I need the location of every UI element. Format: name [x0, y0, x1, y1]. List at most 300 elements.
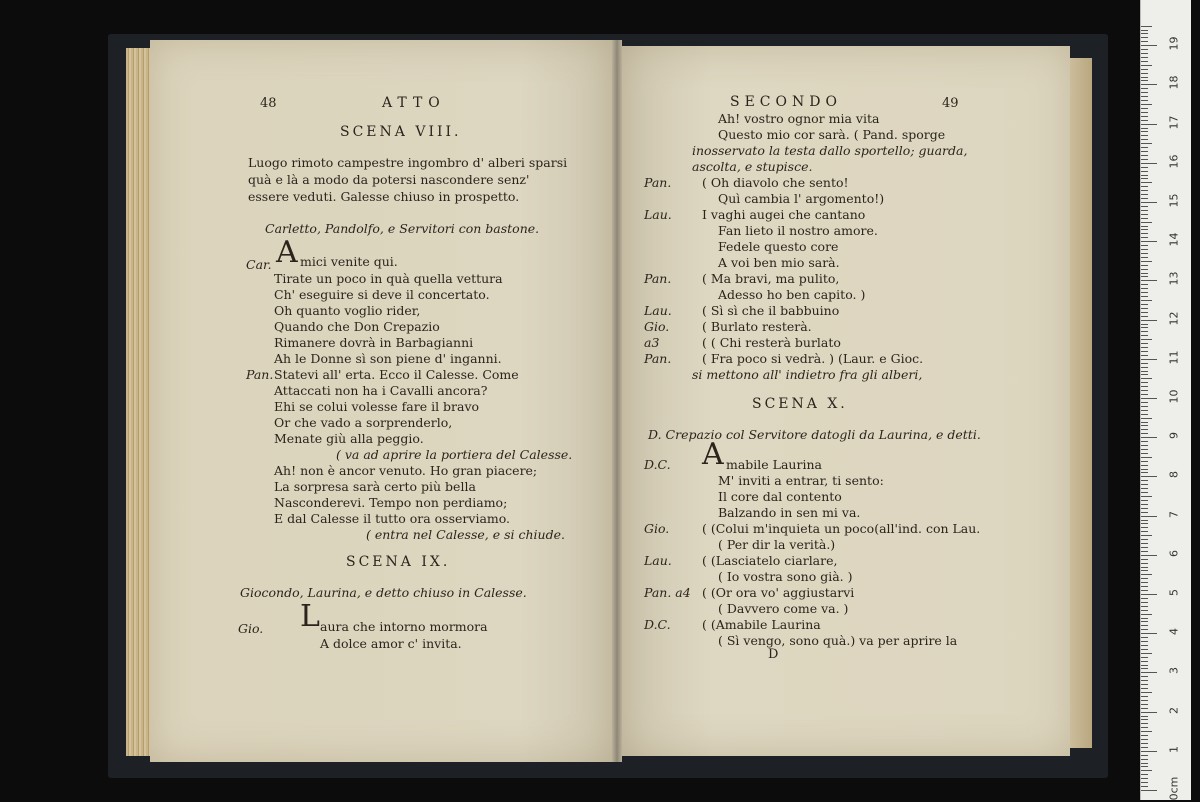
speaker-label: Gio. — [644, 319, 670, 334]
ruler-tick — [1141, 433, 1148, 434]
ruler-tick — [1141, 202, 1157, 203]
ruler-tick — [1141, 135, 1148, 136]
ruler-tick — [1141, 508, 1148, 509]
ruler-tick — [1141, 723, 1148, 724]
ruler-tick — [1141, 692, 1152, 693]
right-running-head: SECONDO — [730, 94, 842, 110]
ruler-tick — [1141, 394, 1148, 395]
ruler-tick — [1141, 163, 1157, 164]
ruler-tick — [1141, 53, 1148, 54]
ruler-tick — [1141, 469, 1148, 470]
ruler-tick — [1141, 288, 1148, 289]
ruler-tick — [1141, 398, 1157, 399]
ruler-tick — [1141, 367, 1148, 368]
ruler-tick — [1141, 296, 1148, 297]
ruler-tick — [1141, 77, 1148, 78]
speaker-label: Pan. a4 — [644, 585, 691, 600]
scene-title-9: SCENA IX. — [346, 554, 451, 570]
ruler-number: 6 — [1167, 549, 1181, 557]
pan-line-1: Statevi all' erta. Ecco il Calesse. Come — [274, 367, 519, 382]
ruler-tick — [1141, 567, 1148, 568]
ruler-tick — [1141, 245, 1148, 246]
ruler-tick — [1141, 57, 1148, 58]
ruler-tick — [1141, 386, 1148, 387]
ruler-tick — [1141, 351, 1148, 352]
setting-line-3: essere veduti. Galesse chiuso in prospetto. — [248, 189, 520, 204]
ruler-tick — [1141, 598, 1148, 599]
ruler-tick — [1141, 676, 1148, 677]
ruler-tick — [1141, 633, 1157, 634]
ruler-tick — [1141, 727, 1148, 728]
ruler-tick — [1141, 731, 1152, 732]
ruler-tick — [1141, 520, 1148, 521]
ruler-tick — [1141, 30, 1148, 31]
dialogue-line: A voi ben mio sarà. — [718, 255, 840, 270]
drop-cap-l: L — [300, 599, 320, 634]
speaker-label: Pan. — [644, 351, 672, 366]
ruler-tick — [1141, 390, 1148, 391]
ruler-tick — [1141, 590, 1148, 591]
scene-title-10: SCENA X. — [752, 396, 848, 412]
car-line-5: Quando che Don Crepazio — [274, 319, 440, 334]
ruler-number: 3 — [1167, 667, 1181, 675]
dialogue-line: ( ( Chi resterà burlato — [702, 335, 841, 350]
scene-9-characters: Giocondo, Laurina, e detto chiuso in Calesse. — [240, 585, 527, 600]
dialogue-line: ( Io vostra sono già. ) — [718, 569, 853, 584]
ruler-number: 9 — [1167, 432, 1181, 440]
ruler-tick — [1141, 488, 1148, 489]
ruler-tick — [1141, 743, 1148, 744]
ruler-tick — [1141, 453, 1148, 454]
ruler-tick — [1141, 104, 1152, 105]
ruler-tick — [1141, 559, 1148, 560]
ruler-tick — [1141, 241, 1157, 242]
ruler-tick — [1141, 527, 1148, 528]
ruler-tick — [1141, 637, 1148, 638]
ruler-tick — [1141, 696, 1148, 697]
ruler-tick — [1141, 347, 1148, 348]
pan-line-4: Or che vado a sorprenderlo, — [274, 415, 453, 430]
ruler-tick — [1141, 155, 1148, 156]
ruler-tick — [1141, 747, 1148, 748]
speaker-gio: Gio. — [238, 621, 264, 636]
ruler-tick — [1141, 300, 1152, 301]
ruler-tick — [1141, 790, 1157, 791]
ruler-tick — [1141, 269, 1148, 270]
car-line-6: Rimanere dovrà in Barbagianni — [274, 335, 474, 350]
ruler-tick — [1141, 65, 1152, 66]
dialogue-line: ( (Amabile Laurina — [702, 617, 821, 632]
ruler-tick — [1141, 774, 1148, 775]
ruler-tick — [1141, 190, 1148, 191]
ruler-tick — [1141, 128, 1148, 129]
ruler-tick — [1141, 265, 1148, 266]
ruler-tick — [1141, 457, 1152, 458]
ruler-tick — [1141, 280, 1157, 281]
gio-line-2: A dolce amor c' invita. — [320, 636, 462, 651]
pan-line-6: Ah! non è ancor venuto. Ho gran piacere; — [274, 463, 538, 478]
stage-direction-2: ( entra nel Calesse, e si chiude. — [366, 527, 565, 542]
ruler-tick — [1141, 641, 1148, 642]
ruler-tick — [1141, 206, 1148, 207]
ruler-tick — [1141, 665, 1148, 666]
ruler-tick — [1141, 312, 1148, 313]
speaker-label: Lau. — [644, 207, 672, 222]
ruler-tick — [1141, 80, 1148, 81]
ruler-tick — [1141, 335, 1148, 336]
ruler-number: 11 — [1167, 350, 1181, 365]
ruler-tick — [1141, 484, 1148, 485]
ruler-tick — [1141, 429, 1148, 430]
ruler-tick — [1141, 610, 1148, 611]
dialogue-line: mabile Laurina — [726, 457, 822, 472]
ruler-tick — [1141, 418, 1152, 419]
ruler-tick — [1141, 755, 1148, 756]
ruler-tick — [1141, 680, 1148, 681]
dialogue-line: Adesso ho ben capito. ) — [718, 287, 866, 302]
ruler-number: 4 — [1167, 628, 1181, 636]
ruler-tick — [1141, 359, 1157, 360]
car-line-3: Ch' eseguire si deve il concertato. — [274, 287, 490, 302]
ruler-tick — [1141, 629, 1148, 630]
ruler-tick — [1141, 320, 1157, 321]
pan-line-3: Ehi se colui volesse fare il bravo — [274, 399, 480, 414]
ruler-number: 12 — [1167, 311, 1181, 326]
ruler-tick — [1141, 735, 1148, 736]
ruler-tick — [1141, 147, 1148, 148]
ruler-tick — [1141, 523, 1148, 524]
ruler-tick — [1141, 739, 1148, 740]
ruler-tick — [1141, 582, 1148, 583]
ruler-number: 19 — [1167, 36, 1181, 51]
ruler-tick — [1141, 88, 1148, 89]
ruler-tick — [1141, 606, 1148, 607]
ruler-tick — [1141, 449, 1148, 450]
dialogue-line: Fan lieto il nostro amore. — [718, 223, 878, 238]
ruler-tick — [1141, 324, 1148, 325]
ruler-tick — [1141, 159, 1148, 160]
dialogue-line: ( Oh diavolo che sento! — [702, 175, 849, 190]
ruler-tick — [1141, 445, 1148, 446]
ruler-tick — [1141, 382, 1148, 383]
ruler-tick — [1141, 535, 1152, 536]
ruler-tick — [1141, 120, 1148, 121]
right-page — [622, 46, 1070, 756]
ruler-tick — [1141, 672, 1157, 673]
ruler-tick — [1141, 249, 1148, 250]
ruler-tick — [1141, 512, 1148, 513]
ruler-tick — [1141, 45, 1157, 46]
stage-direction-1: ( va ad aprire la portiera del Calesse. — [336, 447, 573, 462]
ruler-tick — [1141, 719, 1148, 720]
ruler-tick — [1141, 229, 1148, 230]
ruler-tick — [1141, 410, 1148, 411]
dialogue-line: Fedele questo core — [718, 239, 839, 254]
ruler-tick — [1141, 570, 1148, 571]
gio-line-1: aura che intorno mormora — [320, 619, 488, 634]
ruler-tick — [1141, 645, 1148, 646]
ruler-tick — [1141, 763, 1148, 764]
ruler-tick — [1141, 343, 1148, 344]
ruler-number: 10 — [1167, 389, 1181, 404]
ruler-tick — [1141, 237, 1148, 238]
ruler-tick — [1141, 355, 1148, 356]
dialogue-line: Il core dal contento — [718, 489, 842, 504]
ruler-tick — [1141, 378, 1152, 379]
pan-line-2: Attaccati non ha i Cavalli ancora? — [274, 383, 488, 398]
ruler-tick — [1141, 167, 1148, 168]
ruler-tick — [1141, 406, 1148, 407]
ruler-tick — [1141, 555, 1157, 556]
dialogue-line: M' inviti a entrar, ti sento: — [718, 473, 884, 488]
ruler-tick — [1141, 704, 1148, 705]
ruler-tick — [1141, 96, 1148, 97]
ruler-tick — [1141, 33, 1148, 34]
ruler-tick — [1141, 618, 1148, 619]
ruler-tick — [1141, 112, 1148, 113]
dialogue-line: inosservato la testa dallo sportello; guarda, — [692, 143, 968, 158]
speaker-label: Pan. — [644, 175, 672, 190]
scene-title-8: SCENA VIII. — [340, 124, 462, 140]
ruler-tick — [1141, 461, 1148, 462]
ruler-number: 7 — [1167, 510, 1181, 518]
ruler-tick — [1141, 563, 1148, 564]
ruler-tick — [1141, 500, 1148, 501]
ruler-tick — [1141, 186, 1148, 187]
ruler-tick — [1141, 233, 1148, 234]
ruler-tick — [1141, 139, 1148, 140]
speaker-label: Lau. — [644, 303, 672, 318]
ruler-tick — [1141, 331, 1148, 332]
ruler-tick — [1141, 339, 1152, 340]
ruler-tick — [1141, 363, 1148, 364]
ruler-tick — [1141, 539, 1148, 540]
ruler-tick — [1141, 292, 1148, 293]
ruler-tick — [1141, 700, 1148, 701]
car-line-1: mici venite qui. — [300, 254, 398, 269]
ruler-tick — [1141, 688, 1148, 689]
left-page — [150, 40, 612, 762]
ruler-tick — [1141, 657, 1148, 658]
ruler-tick — [1141, 441, 1148, 442]
dialogue-line: ( (Colui m'inquieta un poco(all'ind. con Lau. — [702, 521, 981, 536]
ruler-tick — [1141, 73, 1148, 74]
setting-line-1: Luogo rimoto campestre ingombro d' alberi sparsi — [248, 155, 568, 170]
speaker-car: Car. — [246, 257, 272, 272]
ruler-tick — [1141, 108, 1148, 109]
ruler-tick — [1141, 37, 1148, 38]
ruler-tick — [1141, 327, 1148, 328]
dialogue-line: ascolta, e stupisce. — [692, 159, 813, 174]
ruler-tick — [1141, 516, 1157, 517]
speaker-label: D.C. — [644, 617, 671, 632]
ruler-tick — [1141, 465, 1148, 466]
ruler-tick — [1141, 543, 1148, 544]
ruler-tick — [1141, 284, 1148, 285]
ruler-tick — [1141, 194, 1148, 195]
ruler-tick — [1141, 143, 1152, 144]
ruler-tick — [1141, 222, 1152, 223]
ruler-number: 18 — [1167, 75, 1181, 90]
ruler-tick — [1141, 602, 1148, 603]
dialogue-line: Ah! vostro ognor mia vita — [718, 111, 880, 126]
ruler-tick — [1141, 178, 1148, 179]
ruler-tick — [1141, 759, 1148, 760]
ruler-tick — [1141, 49, 1148, 50]
ruler-number: 15 — [1167, 193, 1181, 208]
ruler-tick — [1141, 531, 1148, 532]
ruler-tick — [1141, 778, 1148, 779]
ruler-tick — [1141, 504, 1148, 505]
ruler-tick — [1141, 26, 1152, 27]
ruler-tick — [1141, 210, 1148, 211]
ruler-tick — [1141, 716, 1148, 717]
car-line-4: Oh quanto voglio rider, — [274, 303, 421, 318]
speaker-label: Pan. — [644, 271, 672, 286]
ruler-tick — [1141, 100, 1148, 101]
ruler-tick — [1141, 547, 1148, 548]
left-page-number: 48 — [260, 96, 277, 111]
right-page-edge — [1068, 58, 1092, 748]
ruler-tick — [1141, 171, 1148, 172]
ruler-tick — [1141, 151, 1148, 152]
ruler-number: 1 — [1167, 745, 1181, 753]
dialogue-line: I vaghi augei che cantano — [702, 207, 866, 222]
ruler-tick — [1141, 766, 1148, 767]
ruler-tick — [1141, 594, 1157, 595]
ruler-tick — [1141, 253, 1148, 254]
ruler-tick — [1141, 182, 1152, 183]
ruler-tick — [1141, 661, 1148, 662]
dialogue-line: ( Burlato resterà. — [702, 319, 812, 334]
ruler-tick — [1141, 198, 1148, 199]
pan-line-7: La sorpresa sarà certo più bella — [274, 479, 476, 494]
ruler-tick — [1141, 712, 1157, 713]
dialogue-line: ( (Lasciatelo ciarlare, — [702, 553, 838, 568]
car-line-2: Tirate un poco in quà quella vettura — [274, 271, 503, 286]
speaker-label: a3 — [644, 335, 660, 350]
ruler-number: 14 — [1167, 232, 1181, 247]
car-line-7: Ah le Donne sì son piene d' inganni. — [274, 351, 502, 366]
ruler-tick — [1141, 371, 1148, 372]
ruler-tick — [1141, 782, 1148, 783]
drop-cap-a-right: A — [702, 437, 724, 472]
ruler-tick — [1141, 480, 1148, 481]
speaker-pan: Pan. — [246, 367, 274, 382]
dialogue-line: Quì cambia l' argomento!) — [718, 191, 885, 206]
ruler-tick — [1141, 273, 1148, 274]
speaker-dc: D.C. — [644, 457, 671, 472]
dialogue-line: Balzando in sen mi va. — [718, 505, 861, 520]
dialogue-line: ( Ma bravi, ma pulito, — [702, 271, 840, 286]
ruler-tick — [1141, 668, 1148, 669]
ruler-tick — [1141, 92, 1148, 93]
ruler-tick — [1141, 41, 1148, 42]
ruler-tick — [1141, 175, 1148, 176]
ruler-tick — [1141, 551, 1148, 552]
ruler-tick — [1141, 374, 1148, 375]
dialogue-line: si mettono all' indietro fra gli alberi, — [692, 367, 923, 382]
measuring-ruler — [1140, 0, 1191, 800]
ruler-tick — [1141, 708, 1148, 709]
ruler-tick — [1141, 492, 1148, 493]
left-running-head: ATTO — [382, 95, 446, 111]
ruler-tick — [1141, 304, 1148, 305]
ruler-number: 0cm — [1167, 776, 1181, 801]
dialogue-line: Questo mio cor sarà. ( Pand. sporge — [718, 127, 946, 142]
ruler-tick — [1141, 476, 1157, 477]
ruler-tick — [1141, 684, 1148, 685]
ruler-number: 5 — [1167, 589, 1181, 596]
dialogue-line: ( Davvero come va. ) — [718, 601, 849, 616]
dialogue-line: ( Per dir la verità.) — [718, 537, 836, 552]
ruler-tick — [1141, 276, 1148, 277]
ruler-number: 17 — [1167, 115, 1181, 130]
ruler-tick — [1141, 422, 1148, 423]
ruler-tick — [1141, 653, 1152, 654]
ruler-tick — [1141, 770, 1152, 771]
ruler-tick — [1141, 614, 1152, 615]
ruler-tick — [1141, 472, 1148, 473]
ruler-tick — [1141, 61, 1148, 62]
drop-cap-a: A — [276, 235, 298, 270]
book-gutter — [612, 40, 622, 762]
ruler-tick — [1141, 625, 1148, 626]
ruler-tick — [1141, 437, 1157, 438]
ruler-number: 13 — [1167, 271, 1181, 286]
right-page-number: 49 — [942, 96, 959, 111]
ruler-tick — [1141, 786, 1148, 787]
ruler-number: 16 — [1167, 154, 1181, 169]
ruler-tick — [1141, 214, 1148, 215]
ruler-tick — [1141, 578, 1148, 579]
scene-10-characters: D. Crepazio col Servitore datogli da Laurina, e detti. — [648, 427, 981, 442]
ruler-tick — [1141, 402, 1148, 403]
speaker-label: Gio. — [644, 521, 670, 536]
signature-mark: D — [768, 647, 779, 662]
dialogue-line: ( Fra poco si vedrà. ) (Laur. e Gioc. — [702, 351, 924, 366]
ruler-number: 2 — [1167, 706, 1181, 714]
ruler-tick — [1141, 751, 1157, 752]
ruler-tick — [1141, 116, 1148, 117]
pan-line-8: Nasconderevi. Tempo non perdiamo; — [274, 495, 508, 510]
ruler-tick — [1141, 621, 1148, 622]
ruler-tick — [1141, 414, 1148, 415]
ruler-tick — [1141, 218, 1148, 219]
ruler-tick — [1141, 649, 1148, 650]
ruler-tick — [1141, 425, 1148, 426]
ruler-tick — [1141, 308, 1148, 309]
ruler-tick — [1141, 261, 1152, 262]
ruler-tick — [1141, 124, 1157, 125]
ruler-tick — [1141, 496, 1152, 497]
scene-8-characters: Carletto, Pandolfo, e Servitori con bastone. — [265, 221, 540, 236]
ruler-tick — [1141, 574, 1152, 575]
speaker-label: Lau. — [644, 553, 672, 568]
dialogue-line: ( Sì vengo, sono quà.) va per aprire la — [718, 633, 958, 648]
dialogue-line: ( (Or ora vo' aggiustarvi — [702, 585, 855, 600]
dialogue-line: ( Sì sì che il babbuino — [702, 303, 840, 318]
setting-line-2: quà e là a modo da potersi nascondere senz' — [248, 172, 530, 187]
pan-line-5: Menate giù alla peggio. — [274, 431, 424, 446]
ruler-tick — [1141, 257, 1148, 258]
ruler-tick — [1141, 316, 1148, 317]
ruler-tick — [1141, 69, 1148, 70]
ruler-tick — [1141, 586, 1148, 587]
ruler-tick — [1141, 131, 1148, 132]
ruler-tick — [1141, 84, 1157, 85]
ruler-number: 8 — [1167, 471, 1181, 479]
